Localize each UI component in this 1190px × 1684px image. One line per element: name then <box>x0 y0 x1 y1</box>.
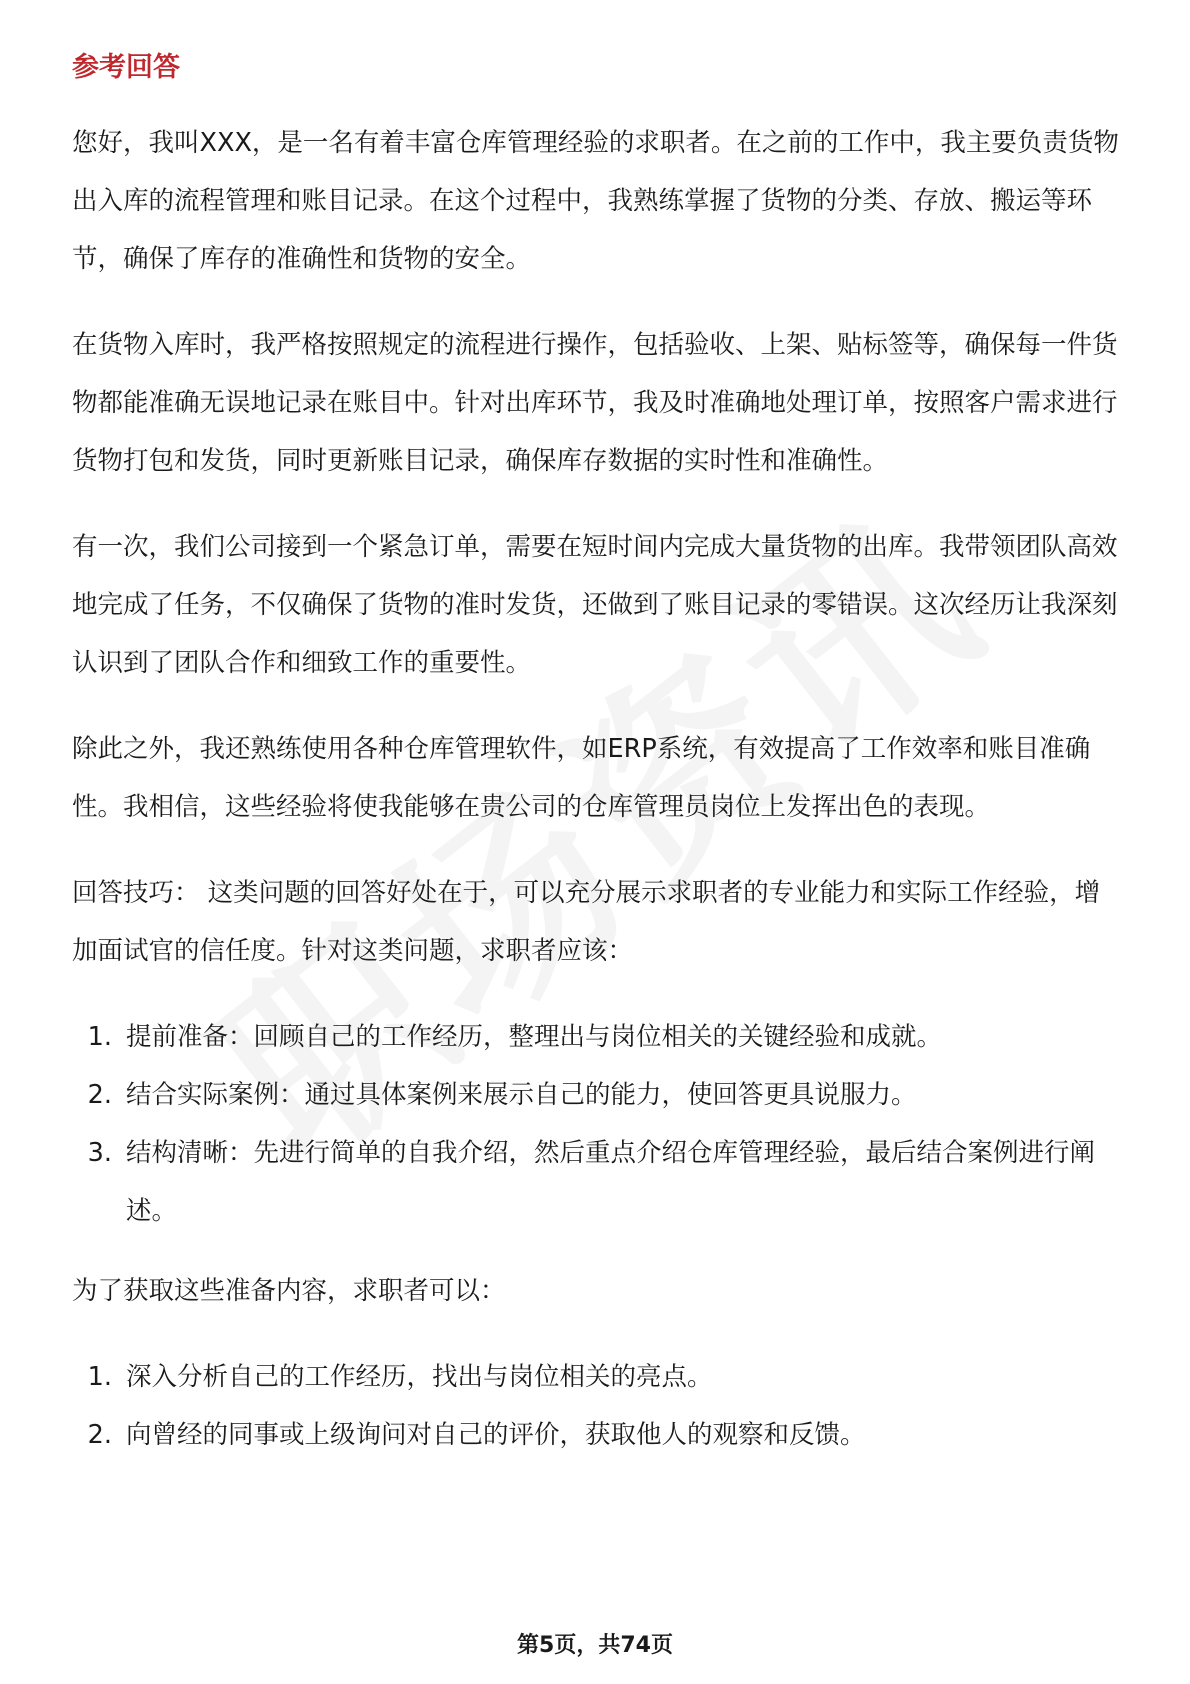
list-number: 3. <box>87 1138 112 1168</box>
list-text: 向曾经的同事或上级询问对自己的评价，获取他人的观察和反馈。 <box>126 1420 866 1450</box>
paragraph-tips: 回答技巧： 这类问题的回答好处在于，可以充分展示求职者的专业能力和实际工作经验，增加面试官的信任度。针对这类问题，求职者应该： <box>72 878 1101 966</box>
section-heading: 参考回答 <box>72 52 180 83</box>
list-text: 提前准备：回顾自己的工作经历，整理出与岗位相关的关键经验和成就。 <box>126 1022 943 1052</box>
paragraph-prep-intro: 为了获取这些准备内容，求职者可以： <box>72 1276 506 1306</box>
paragraph-process: 在货物入库时，我严格按照规定的流程进行操作，包括验收、上架、贴标签等，确保每一件货物都能准确无误地记录在账目中。针对出库环节，我及时准确地处理订单，按照客户需求进行货物打包和发货，同时更新账目记录，确保库存数据的实时性和准确性。 <box>72 330 1118 476</box>
tips-list <box>72 1008 1122 1240</box>
page-footer: 第5页，共74页 <box>517 1633 673 1658</box>
list-item <box>72 1124 1122 1240</box>
paragraph-intro: 您好，我叫XXX，是一名有着丰富仓库管理经验的求职者。在之前的工作中，我主要负责货物出入库的流程管理和账目记录。在这个过程中，我熟练掌握了货物的分类、存放、搬运等环节，确保了库存的准确性和货物的安全。 <box>72 128 1119 274</box>
list-item <box>72 1008 1122 1066</box>
list-number: 1. <box>87 1022 112 1052</box>
list-number: 1. <box>87 1362 112 1392</box>
prep-list <box>72 1348 1122 1464</box>
document-body <box>72 46 1122 1486</box>
list-number: 2. <box>87 1420 112 1450</box>
list-text: 深入分析自己的工作经历，找出与岗位相关的亮点。 <box>126 1362 713 1392</box>
list-number: 2. <box>87 1080 112 1110</box>
list-item <box>72 1406 1122 1464</box>
paragraph-case: 有一次，我们公司接到一个紧急订单，需要在短时间内完成大量货物的出库。我带领团队高效地完成了任务，不仅确保了货物的准时发货，还做到了账目记录的零错误。这次经历让我深刻认识到了团队合作和细致工作的重要性。 <box>72 532 1118 678</box>
list-text: 结合实际案例：通过具体案例来展示自己的能力，使回答更具说服力。 <box>126 1080 917 1110</box>
list-text: 结构清晰：先进行简单的自我介绍，然后重点介绍仓库管理经验，最后结合案例进行阐述。 <box>126 1138 1096 1226</box>
list-item <box>72 1066 1122 1124</box>
list-item <box>72 1348 1122 1406</box>
paragraph-software: 除此之外，我还熟练使用各种仓库管理软件，如ERP系统，有效提高了工作效率和账目准确性。我相信，这些经验将使我能够在贵公司的仓库管理员岗位上发挥出色的表现。 <box>72 734 1091 822</box>
